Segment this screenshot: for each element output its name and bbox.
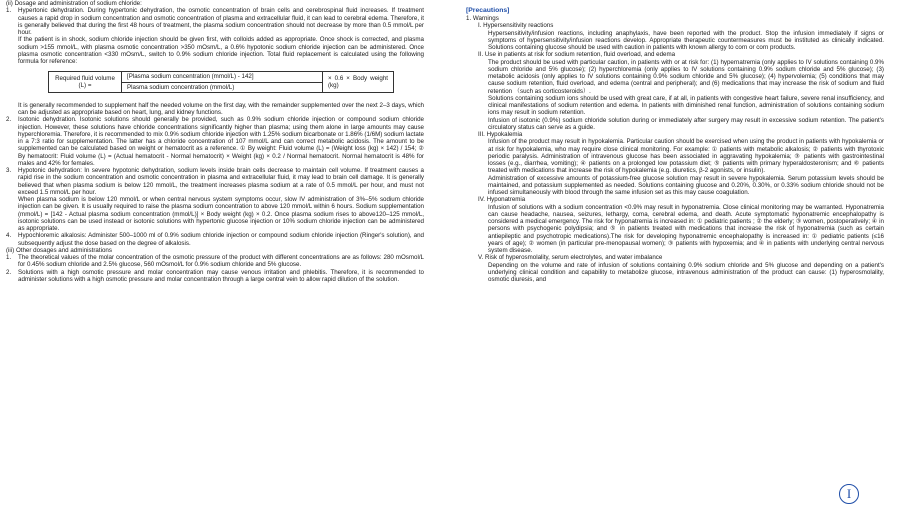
item-number: 4. xyxy=(6,232,12,240)
paragraph: The product should be used with particular caution, in patients with or at risk for: (1) hypernatremia (only applies to IV solutions containing 0.9% sodium chloride and 5% glucose); (2) hyperchloremia (only applies to IV solutions containing 0.9% sodium chloride and 5% glucose); (3) metabolic acidosis (only applies to IV solutions containing 0.9% sodium chloride and 5% glucose); (4) hypervolemia; (5) conditions that may cause sodium retention, fluid overload, and edema (central and peripheral); and (6) medications that may increase the risk of sodium and fluid retention （such as corticosteroids）. xyxy=(488,58,884,95)
paragraph: Isotonic dehydration. Isotonic solutions should generally be provided, such as 0.9% sodium chloride injection or compound sodium chloride injection. However, these solutions have chloride concentrations significantly higher than plasma; using them alone in large amounts may cause hyperchloremia. Therefore, it is recommended to mix 0.9% sodium chloride injection with 1.25% sodium bicarbonate or 1.86% (1/6M) sodium lactate in a 7:3 ratio for supplementation. The latter has a chloride concentration of 107 mmol/L and can correct metabolic acidosis. The amount to be supplemented can be calculated based on weight or hematocrit as a reference. ① By weight: Fluid volume (L) = (Weight loss (kg) × 142) / 154; ② By hematocrit: Fluid volume (L) = (Actual hematocrit - Normal hematocrit) × Weight (kg) × 0.2 / Normal hematocrit. Normal hematocrit is 48% for males and 42% for females. xyxy=(18,116,424,167)
section-heading-dosage: (ii) Dosage and administration of sodium chloride: xyxy=(6,0,142,7)
paragraph: Hypotonic dehydration: In severe hypotonic dehydration, sodium levels inside brain cells decrease to maintain cell volume. If treatment causes a rapid rise in the sodium concentration and osmotic concentration in plasma and extracellular fluid, it may lead to brain cell damage. It is generally believed that when plasma sodium is below 120 mmol/L, the treatment increases plasma sodium at a rate of 0.5 mmol/L per hour, and must not exceed 1.5 mmol/L per hour. xyxy=(18,167,424,196)
paragraph: Administration of excessive amounts of potassium-free glucose solution may result in severe hypokalemia. Serum potassium levels should be maintained, and potassium supplemented as needed. Solutions containing glucose and 0.20%, 0.30%, or 0.33% sodium chloride should not be infused simultaneously with blood through the same infusion set as this may cause coagulation. xyxy=(488,174,884,196)
formula-denominator: Plasma sodium concentration (mmol/L) xyxy=(122,82,323,92)
paragraph: Infusion of the product may result in hypokalemia. Particular caution should be exercised when using the product in patients with hypokalemia or at risk for hypokalemia, who may require close clinical monitoring. For example: ① patients with metabolic alkalosis; ② patients with thyrotoxic periodic paralysis. Administration of intravenous glucose has been associated in aggravating hypokalemia; ③ patients with gastrointestinal losses (e.g., diarrhea, vomiting); ④ patients on a prolonged low potassium diet; ⑤ patients with primary hyperaldosteronism; and ⑥ patients treated with medications that increase the risk of hypokalemia (e.g. diuretics, β-2 agonists, or insulin). xyxy=(488,138,884,175)
paragraph: Hypersensitivity/infusion reactions, including anaphylaxis, have been reported with the product. Stop the infusion immediately if signs or symptoms of hypersensitivity/infusion reactions develop. Appropriate therapeutic countermeasures must be instituted as clinically indicated. Solutions containing glucose should be used with caution in patients with known allergy to corn or corn products. xyxy=(488,29,884,51)
item-number: 3. xyxy=(6,167,12,174)
paragraph: It is generally recommended to supplement half the needed volume on the first day, with the remainder supplemented over the next 2–3 days, which can be adjusted as appropriate based on heart, lung, and kidney functions. xyxy=(18,101,424,116)
right-column xyxy=(466,0,884,283)
paragraph: Solutions with a high osmotic pressure and molar concentration may cause venous irritation and phlebitis. Therefore, it is recommended to administer solutions with a high osmotic pressure and molar concentration through a large central vein to allow rapid dilution of the solution. xyxy=(18,268,424,283)
paragraph: If the patient is in shock, sodium chloride injection should be given first, with colloids added as appropriate. Once shock is corrected, and plasma sodium >155 mmol/L, with plasma osmotic concentration >350 mOsm/L, a 0.6% hypotonic sodium chloride injection can be administered. Once plasma osmotic concentration <330 mOsm/L, switch to 0.9% sodium chloride injection. Total fluid replacement is calculated using the following formula for reference: xyxy=(18,36,424,65)
paragraph: Solutions containing sodium ions should be used with great care, if at all, in patients with congestive heart failure, severe renal insufficiency, and clinical manifestations of sodium retention and edema. In patients with diminished renal function, administration of solutions containing sodium ions may result in sodium retention. xyxy=(488,94,884,117)
left-column xyxy=(6,0,424,283)
formula-rhs: × 0.6 × Body weight (kg) xyxy=(323,72,394,93)
item-number: 1. xyxy=(6,254,12,261)
paragraph: Infusion of isotonic (0.9%) sodium chloride solution during or immediately after surgery may result in excessive sodium retention. The patient's circulatory status can serve as a guide. xyxy=(488,116,884,131)
formula-numerator: [Plasma sodium concentration (mmol/L) - 142] xyxy=(122,72,323,82)
subheading-hypokalemia: III. Hypokalemia xyxy=(478,131,523,138)
list-item-isotonic xyxy=(6,116,424,167)
item-number: 1. xyxy=(6,7,12,15)
subheading-sodium-retention: II. Use in patients at risk for sodium retention, fluid overload, and edema xyxy=(478,51,676,59)
paragraph: Infusion of solutions with a sodium concentration <0.9% may result in hyponatremia. Close clinical monitoring may be warranted. Hyponatremia can cause headache, nausea, seizures, lethargy, coma, cerebral edema, and death. Acute symptomatic hyponatremic encephalopathy is considered a medical emergency. The risk for hyponatremia is increased in: ① pediatric patients ; ② the elderly; ③ women, postoperatively; ④ in persons with psychogenic polydipsia; and ⑤ in patients treated with medications that increase the risk of hyponatremia (such as certain antiepileptic and psychotropic medications).The risk for developing hyponatremic encephalopathy is increased in: ① pediatric patients (≤16 years of age); ② women (in particular pre-menopausal women); ③ patients with hypoxemia; and ④ in patients with underlying central nervous system disease. xyxy=(488,203,884,254)
paragraph: Depending on the volume and rate of infusion of solutions containing 0.9% sodium chloride and 5% glucose and depending on a patient's underlying clinical condition and capability to metabolize glucose, intravenous administration of the product can cause: (1) hyperosmolality, osmotic diuresis, and xyxy=(488,261,884,283)
precautions-heading: [Precautions] xyxy=(466,7,510,14)
item-number: 2. xyxy=(6,116,12,124)
subheading-hyponatremia: IV. Hyponatremia xyxy=(478,196,526,204)
subheading-hyperosmolality: V. Risk of hyperosmolality, serum electrolytes, and water imbalance xyxy=(478,254,663,262)
paragraph: Hypochloremic alkalosis: Administer 500–1000 ml of 0.9% sodium chloride injection or compound sodium chloride injection (Ringer's solution), and subsequently adjust the dose based on the degree of alkalosis. xyxy=(18,232,424,247)
paragraph: Hypertonic dehydration. During hypertonic dehydration, the osmotic concentration of brain cells and cerebrospinal fluid increases. If treatment causes a rapid drop in sodium concentration and osmotic concentration of plasma and extracellular fluid, it can lead to cerebral edema. Therefore, it is generally believed that during the first 48 hours of treatment, the plasma sodium concentration should not decrease by more than 0.5 mmol/L per hour. xyxy=(18,7,424,36)
formula-lhs: Required fluid volume (L) = xyxy=(49,72,122,93)
list-item-hypertonic xyxy=(6,7,424,116)
section-heading-other: (iii) Other dosages and administrations xyxy=(6,246,112,254)
list-item-alkalosis xyxy=(6,232,424,247)
list-item-hypotonic xyxy=(6,167,424,232)
fluid-volume-formula xyxy=(48,71,394,93)
cut-off-line xyxy=(466,0,884,4)
page-marker-badge: I xyxy=(839,484,859,504)
paragraph: The theoretical values of the molar concentration of the osmotic pressure of the product with different concentrations are as follows: 280 mOsmol/L for 0.45% sodium chloride and 2.5% glucose, 560 mOsmol/L for 0.9% sodium chloride and 5% glucose. xyxy=(18,254,424,269)
list-item-osmotic-values xyxy=(6,254,424,269)
list-item-high-osmotic xyxy=(6,269,424,284)
item-number: 2. xyxy=(6,268,12,276)
paragraph: When plasma sodium is below 120 mmol/L or when central nervous system symptoms occur, slow IV administration of 3%–5% sodium chloride injection can be given. It is usually required to raise the plasma sodium concentration to above 120 mmol/L within 6 hours. Sodium supplementation (mmol/L) = [142 - Actual plasma sodium concentration (mmol/L)] × Body weight (kg) × 0.2. Once plasma sodium rises to above120–125 mmol/L, isotonic solutions can be used instead or isotonic solutions with hypertonic glucose injection or 10% sodium chloride injection can be administered as appropriate. xyxy=(18,196,424,232)
warnings-heading: 1. Warnings xyxy=(466,15,499,22)
subheading-hypersensitivity: I. Hypersensitivity reactions xyxy=(478,22,554,30)
